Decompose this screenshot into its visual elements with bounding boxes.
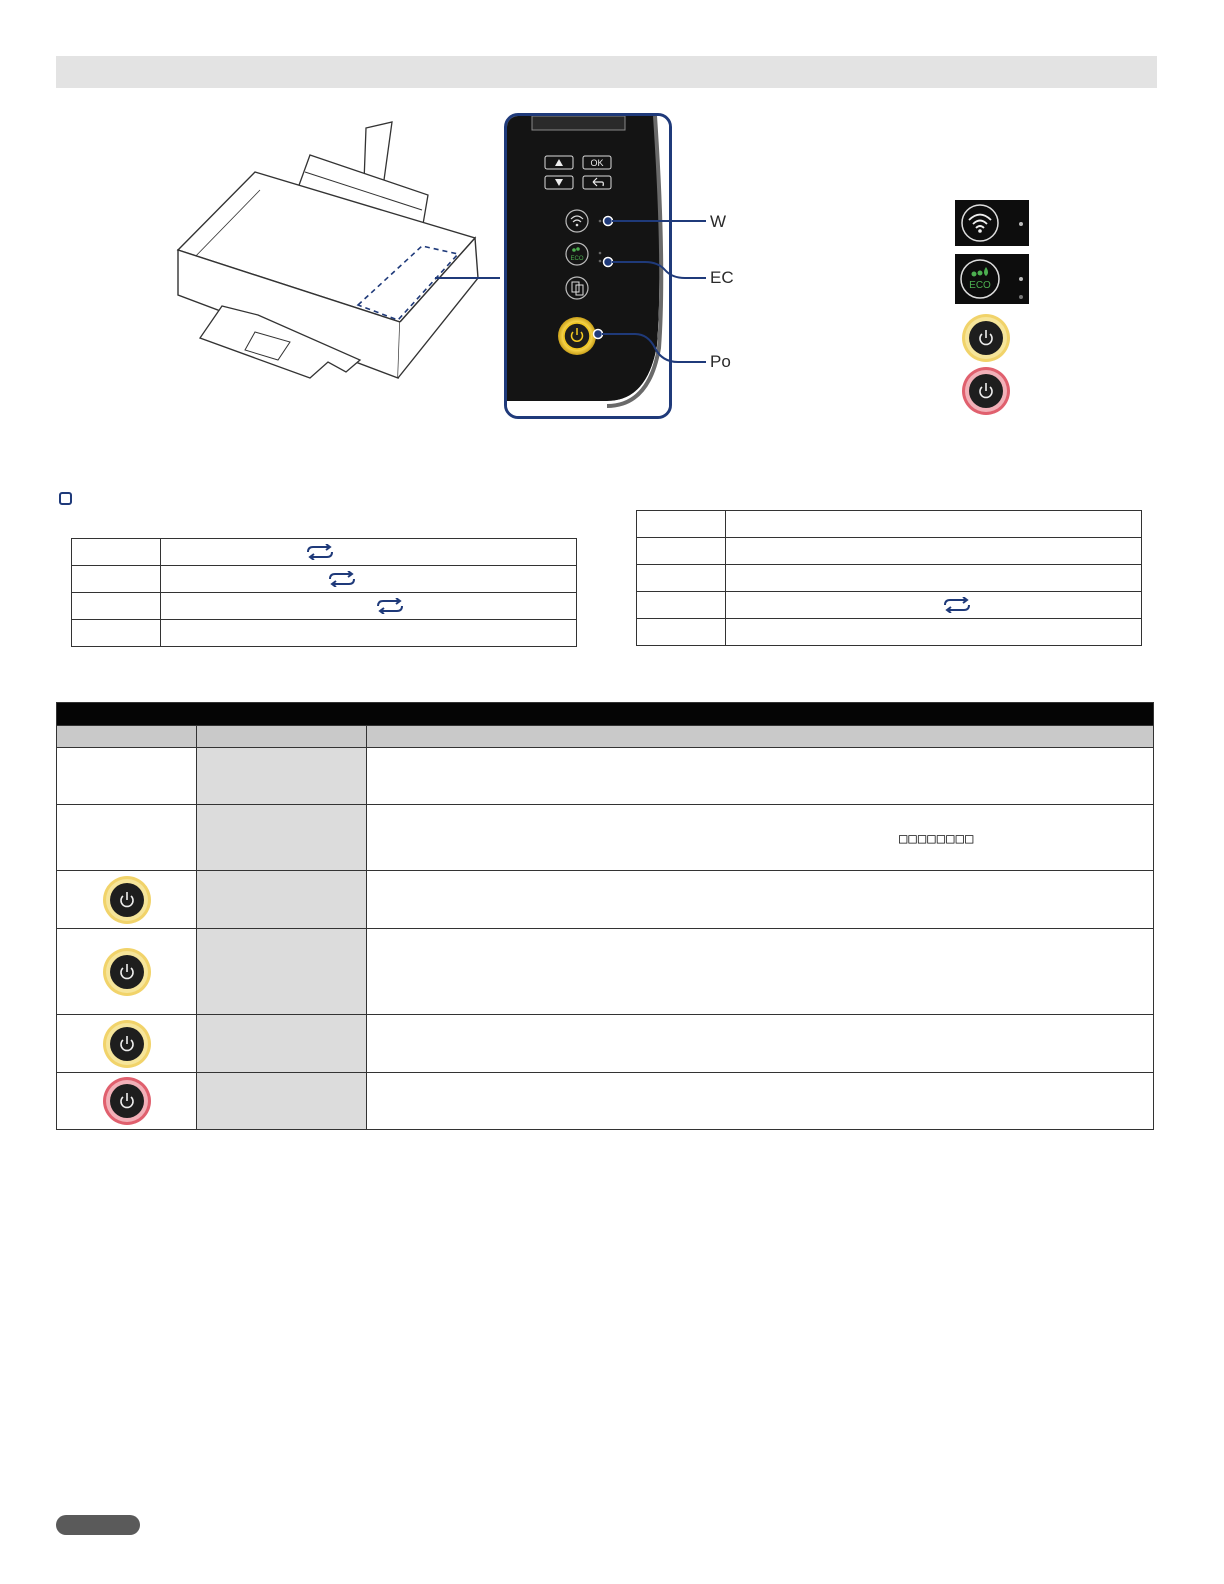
cycle-arrows-icon — [374, 598, 406, 614]
right-status-table — [636, 510, 1142, 646]
table-title-row — [57, 703, 1154, 726]
table-row — [57, 805, 1154, 871]
table-row — [637, 538, 1142, 565]
power-amber-icon — [102, 1019, 152, 1069]
table-row — [637, 619, 1142, 646]
table-row — [72, 566, 577, 593]
eco-icon: ECO — [570, 256, 584, 262]
power-red-icon — [102, 1076, 152, 1126]
cycle-arrows-icon — [326, 571, 358, 587]
power-amber-legend-icon — [961, 313, 1011, 363]
table-row — [57, 748, 1154, 805]
cycle-arrows-icon — [941, 597, 973, 613]
header-bar — [56, 56, 1157, 88]
callout-power: Po — [710, 352, 731, 371]
power-red-legend-icon — [961, 366, 1011, 416]
table-row — [637, 511, 1142, 538]
callout-lines — [590, 200, 720, 380]
table-header-row — [57, 726, 1154, 748]
left-status-table — [71, 538, 577, 647]
table-row — [72, 593, 577, 620]
eco-legend-text: ECO — [969, 280, 991, 291]
table-row — [637, 565, 1142, 592]
callout-wifi: W — [710, 212, 727, 231]
table-row — [637, 592, 1142, 619]
table-row — [57, 1073, 1154, 1130]
cycle-arrows-icon — [304, 544, 336, 560]
table-row — [57, 871, 1154, 929]
header-description — [367, 726, 1154, 748]
power-amber-icon — [102, 875, 152, 925]
status-table — [56, 702, 1154, 1130]
power-amber-icon — [102, 947, 152, 997]
header-status — [197, 726, 367, 748]
callout-eco: EC — [710, 268, 734, 287]
wifi-legend-icon — [955, 200, 1029, 246]
table-row — [57, 1015, 1154, 1073]
page-number-tab — [56, 1515, 140, 1535]
section-bullet — [59, 492, 72, 505]
table-row — [57, 929, 1154, 1015]
ok-button-label: OK — [590, 158, 604, 168]
eco-legend-icon — [955, 254, 1029, 304]
table-row — [72, 620, 577, 647]
printer-illustration — [160, 110, 500, 410]
header-light — [57, 726, 197, 748]
table-row — [72, 539, 577, 566]
error-code-glyphs: □□□□□□□□ — [899, 831, 975, 847]
